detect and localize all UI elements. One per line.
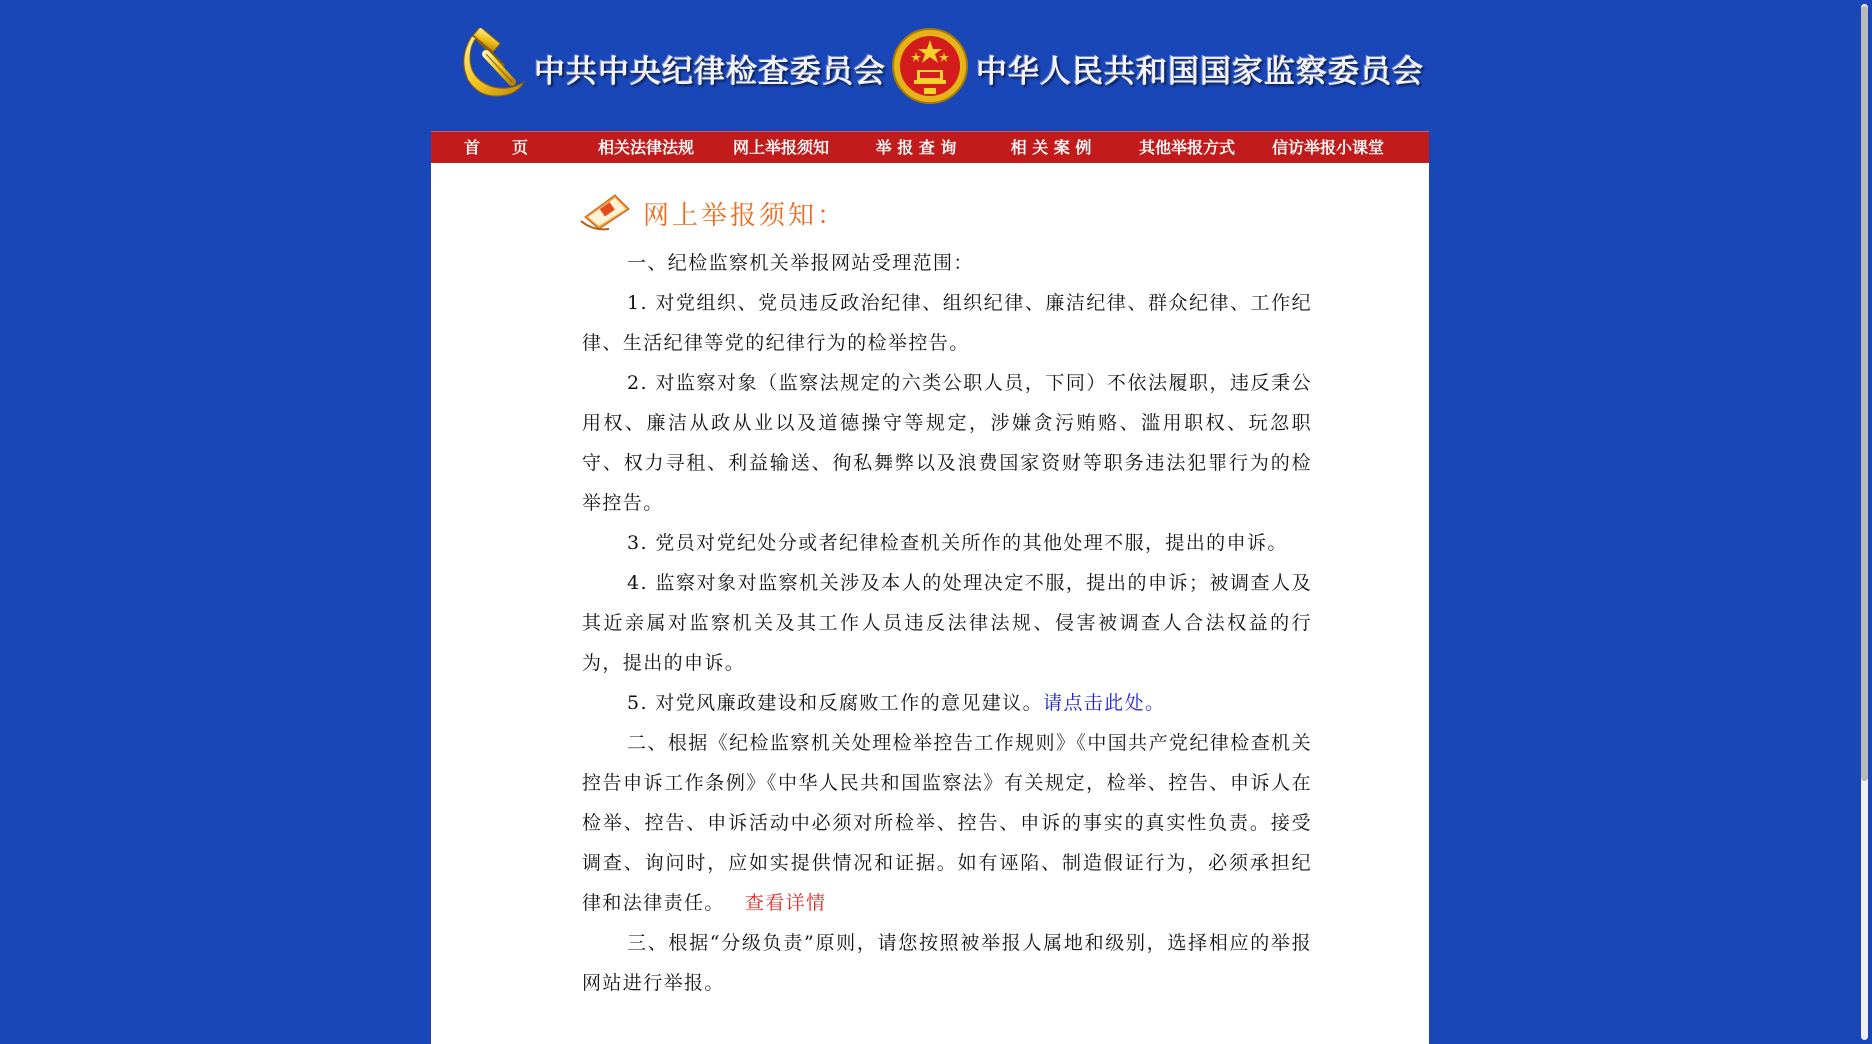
nav-item-other-methods[interactable]: 其他举报方式 (1138, 138, 1235, 157)
paragraph-text: 1. 对党组织、党员违反政治纪律、组织纪律、廉洁纪律、群众纪律、工作纪律、生活纪律等党的纪律行为的检举控告。 (582, 292, 1312, 354)
paragraph-item-3 (582, 523, 1312, 563)
nav-item-home[interactable]: 首 页 (463, 138, 528, 157)
paragraph-text: 5. 对党风廉政建设和反腐败工作的意见建议。 (627, 692, 1043, 714)
nav-item-report-query[interactable]: 举 报 查 询 (875, 138, 957, 157)
page-scrollbar[interactable] (1856, 0, 1872, 1044)
hammer-sickle-icon (452, 28, 528, 104)
view-details-link[interactable]: 查看详情 (744, 892, 827, 914)
nav-item-cases[interactable]: 相 关 案 例 (1010, 138, 1092, 157)
content-panel (431, 163, 1429, 1044)
nav-item-petition-classroom[interactable]: 信访举报小课堂 (1271, 138, 1384, 157)
paragraph-item-4 (582, 563, 1312, 683)
paragraph-item-1 (582, 283, 1312, 363)
nav-item-online-notice[interactable]: 网上举报须知 (732, 138, 829, 157)
scrollbar-thumb[interactable] (1861, 6, 1868, 781)
paragraph-text: 3. 党员对党纪处分或者纪律检查机关所作的其他处理不服，提出的申诉。 (627, 532, 1288, 554)
paragraph-text: 2. 对监察对象（监察法规定的六类公职人员，下同）不依法履职，违反秉公用权、廉洁从政从业以及道德操守等规定，涉嫌贪污贿赂、滥用职权、玩忽职守、权力寻租、利益输送、徇私舞弊以及浪费国家资财等职务违法犯罪行为的检举控告。 (582, 372, 1312, 514)
notepad-icon (579, 191, 633, 231)
nsc-title: 中华人民共和国国家监察委员会 (976, 54, 1424, 90)
paragraph-scope (582, 243, 1312, 283)
paragraph-item-5 (582, 683, 1312, 723)
site-header (430, 26, 1430, 106)
click-here-link[interactable]: 请点击此处。 (1042, 692, 1166, 714)
paragraph-jurisdiction (582, 923, 1312, 1003)
paragraph-item-2 (582, 363, 1312, 523)
section-title: 网上举报须知： (643, 201, 847, 231)
paragraph-text: 三、根据“分级负责”原则，请您按照被举报人属地和级别，选择相应的举报网站进行举报。 (582, 932, 1312, 994)
main-nav (431, 131, 1429, 164)
paragraph-text: 二、根据《纪检监察机关处理检举控告工作规则》《中国共产党纪律检查机关控告申诉工作条例》《中华人民共和国监察法》有关规定，检举、控告、申诉人在检举、控告、申诉活动中必须对所检举、控告、申诉的事实的真实性负责。接受调查、询问时，应如实提供情况和证据。如有诬陷、制造假证行为，必须承担纪律和法律责任。 (582, 732, 1312, 914)
paragraph-text: 一、纪检监察机关举报网站受理范围： (627, 252, 974, 274)
cdic-title: 中共中央纪律检查委员会 (534, 54, 886, 90)
paragraph-text: 4. 监察对象对监察机关涉及本人的处理决定不服，提出的申诉；被调查人及其近亲属对监察机关及其工作人员违反法律法规、侵害被调查人合法权益的行为，提出的申诉。 (582, 572, 1312, 674)
notice-content (582, 243, 1312, 1003)
paragraph-responsibility (582, 723, 1312, 923)
nav-item-laws[interactable]: 相关法律法规 (597, 138, 694, 157)
national-emblem-icon (890, 26, 970, 106)
